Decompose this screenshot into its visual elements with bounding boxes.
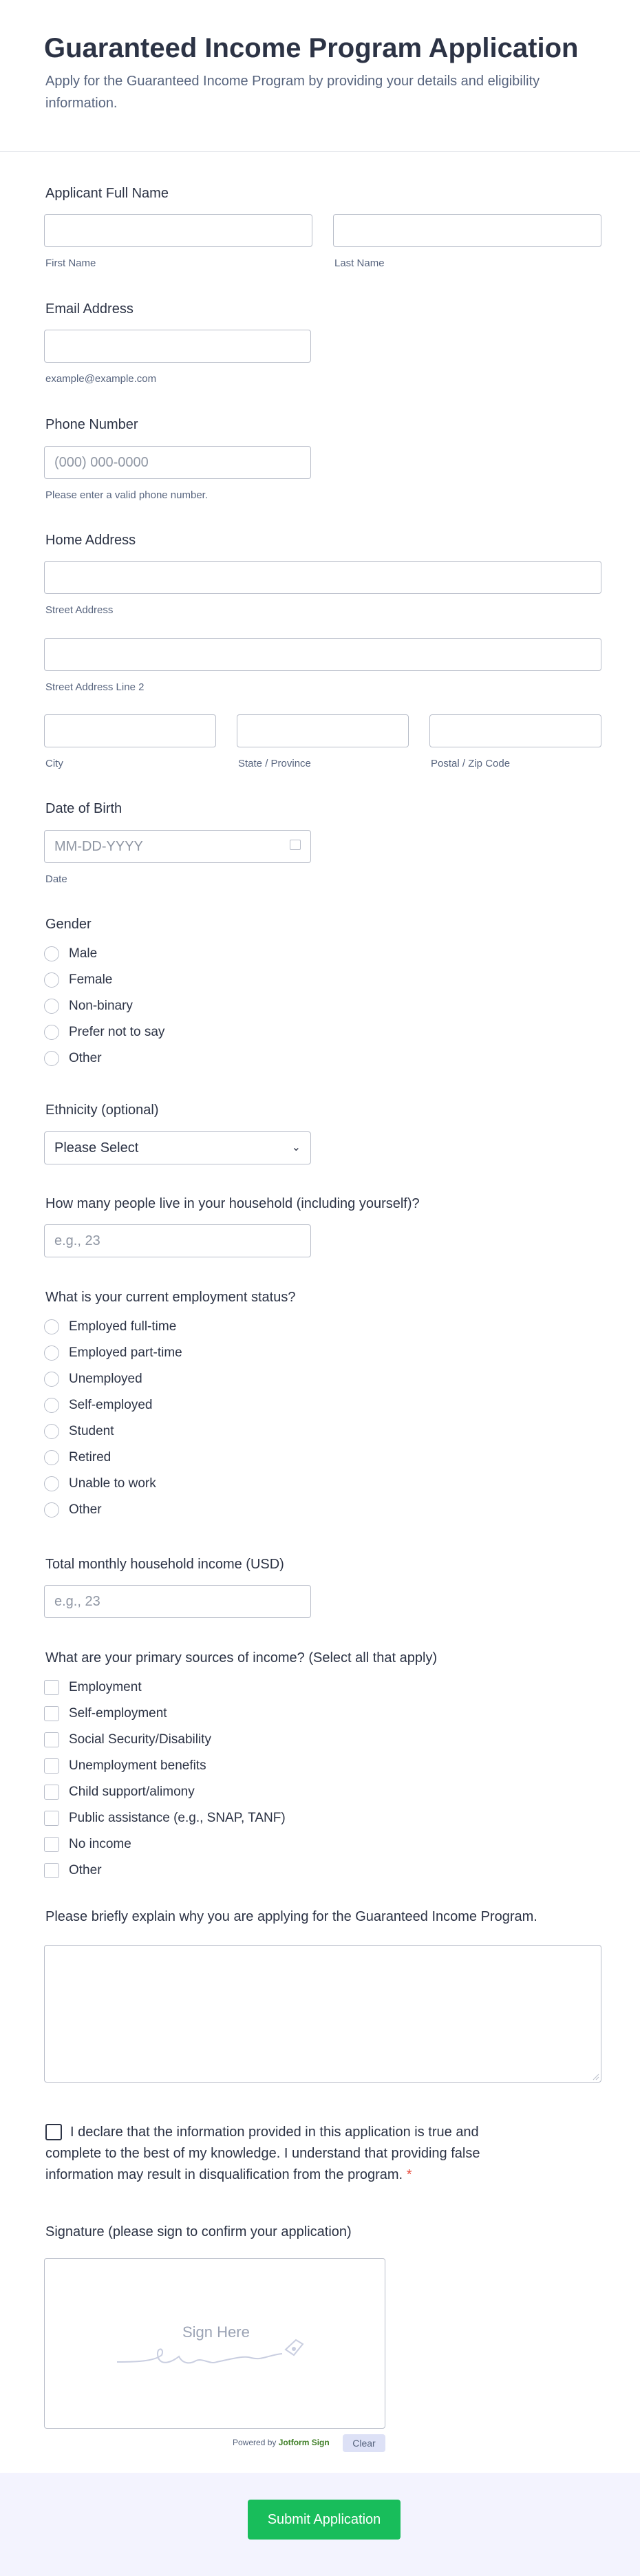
full-name-label: Applicant Full Name xyxy=(45,186,169,201)
powered-by-text: Powered by Jotform Sign xyxy=(233,2438,330,2447)
form-header xyxy=(0,0,640,152)
first-name-input[interactable] xyxy=(44,214,312,247)
source-option[interactable]: Unemployment benefits xyxy=(44,1756,206,1776)
employment-option[interactable]: Student xyxy=(44,1422,114,1441)
gender-label: Gender xyxy=(45,917,92,932)
resize-handle-icon[interactable] xyxy=(593,2074,599,2080)
street-address-2-sublabel: Street Address Line 2 xyxy=(45,681,145,693)
ethnicity-label: Ethnicity (optional) xyxy=(45,1103,159,1118)
gender-option[interactable]: Other xyxy=(44,1049,102,1068)
street-address-sublabel: Street Address xyxy=(45,604,114,616)
checkbox-icon[interactable] xyxy=(44,1706,59,1721)
radio-icon[interactable] xyxy=(44,1476,59,1491)
clear-signature-button[interactable]: Clear xyxy=(343,2434,385,2452)
source-option[interactable]: Public assistance (e.g., SNAP, TANF) xyxy=(44,1809,286,1828)
signature-squiggle-icon xyxy=(114,2334,320,2369)
email-input[interactable] xyxy=(44,330,311,363)
address-label: Home Address xyxy=(45,533,136,548)
reason-label: Please briefly explain why you are applying for the Guaranteed Income Program. xyxy=(45,1909,537,1924)
radio-icon[interactable] xyxy=(44,972,59,988)
household-input[interactable]: e.g., 23 xyxy=(44,1224,311,1257)
first-name-sublabel: First Name xyxy=(45,257,96,269)
state-sublabel: State / Province xyxy=(238,758,311,769)
employment-option[interactable]: Employed part-time xyxy=(44,1343,182,1363)
dob-sublabel: Date xyxy=(45,873,67,885)
jotform-sign-brand: Jotform Sign xyxy=(278,2438,330,2447)
radio-icon[interactable] xyxy=(44,1319,59,1334)
checkbox-icon[interactable] xyxy=(44,1758,59,1774)
checkbox-icon[interactable] xyxy=(44,1680,59,1695)
checkbox-icon[interactable] xyxy=(44,1732,59,1747)
gender-option[interactable]: Female xyxy=(44,970,112,990)
radio-icon[interactable] xyxy=(44,1051,59,1066)
radio-icon[interactable] xyxy=(44,946,59,961)
gender-option[interactable]: Non-binary xyxy=(44,997,133,1016)
zip-sublabel: Postal / Zip Code xyxy=(431,758,511,769)
household-label: How many people live in your household (including yourself)? xyxy=(45,1196,420,1211)
dob-label: Date of Birth xyxy=(45,801,122,816)
sign-here-text: Sign Here xyxy=(182,2323,250,2341)
source-option[interactable]: Social Security/Disability xyxy=(44,1730,211,1749)
source-option[interactable]: Employment xyxy=(44,1678,142,1697)
required-asterisk: * xyxy=(406,2167,412,2182)
email-sublabel: example@example.com xyxy=(45,373,157,385)
checkbox-icon[interactable] xyxy=(44,1811,59,1826)
source-option[interactable]: No income xyxy=(44,1835,131,1854)
zip-input[interactable] xyxy=(429,714,601,747)
employment-option[interactable]: Self-employed xyxy=(44,1396,152,1415)
calendar-icon[interactable] xyxy=(290,840,301,850)
dob-input[interactable] xyxy=(44,830,311,863)
phone-input[interactable]: (000) 000-0000 xyxy=(44,446,311,479)
dob-placeholder: MM-DD-YYYY xyxy=(54,839,143,854)
gender-option[interactable]: Prefer not to say xyxy=(44,1023,164,1042)
ethnicity-select[interactable] xyxy=(44,1131,311,1164)
form-title: Guaranteed Income Program Application xyxy=(44,33,579,63)
employment-option[interactable]: Unable to work xyxy=(44,1474,156,1493)
last-name-input[interactable] xyxy=(333,214,601,247)
source-option[interactable]: Self-employment xyxy=(44,1704,167,1723)
ethnicity-value: Please Select xyxy=(54,1140,139,1156)
state-input[interactable] xyxy=(237,714,409,747)
radio-icon[interactable] xyxy=(44,1450,59,1465)
checkbox-icon[interactable] xyxy=(44,1785,59,1800)
city-input[interactable] xyxy=(44,714,216,747)
employment-label: What is your current employment status? xyxy=(45,1290,296,1305)
radio-icon[interactable] xyxy=(44,1372,59,1387)
signature-pad[interactable] xyxy=(44,2258,385,2429)
income-input[interactable]: e.g., 23 xyxy=(44,1585,311,1618)
radio-icon[interactable] xyxy=(44,999,59,1014)
radio-icon[interactable] xyxy=(44,1345,59,1361)
radio-icon[interactable] xyxy=(44,1502,59,1518)
employment-option[interactable]: Employed full-time xyxy=(44,1317,176,1337)
checkbox-icon[interactable] xyxy=(44,1837,59,1852)
phone-label: Phone Number xyxy=(45,417,138,432)
chevron-down-icon: ⌄ xyxy=(291,1142,301,1153)
city-sublabel: City xyxy=(45,758,63,769)
form-subtitle: Apply for the Guaranteed Income Program by providing your details and eligibility information. xyxy=(45,74,540,111)
employment-option[interactable]: Retired xyxy=(44,1448,111,1467)
source-option[interactable]: Child support/alimony xyxy=(44,1782,195,1802)
signature-label: Signature (please sign to confirm your application) xyxy=(45,2224,352,2239)
radio-icon[interactable] xyxy=(44,1424,59,1439)
checkbox-icon[interactable] xyxy=(44,1863,59,1878)
reason-textarea[interactable] xyxy=(44,1945,601,2083)
sources-label: What are your primary sources of income? (Select all that apply) xyxy=(45,1650,438,1665)
gender-option[interactable]: Male xyxy=(44,944,97,964)
street-address-2-input[interactable] xyxy=(44,638,601,671)
email-label: Email Address xyxy=(45,301,134,317)
employment-option[interactable]: Other xyxy=(44,1500,102,1520)
street-address-input[interactable] xyxy=(44,561,601,594)
phone-sublabel: Please enter a valid phone number. xyxy=(45,489,208,501)
income-label: Total monthly household income (USD) xyxy=(45,1557,284,1572)
declaration-text: I declare that the information provided in this application is true and complete to the best of my knowledge. I understand that providing false information may result in disqualification from the program. * xyxy=(45,2125,480,2182)
radio-icon[interactable] xyxy=(44,1398,59,1413)
submit-button[interactable]: Submit Application xyxy=(248,2500,401,2540)
last-name-sublabel: Last Name xyxy=(334,257,385,269)
employment-option[interactable]: Unemployed xyxy=(44,1370,142,1389)
radio-icon[interactable] xyxy=(44,1025,59,1040)
source-option[interactable]: Other xyxy=(44,1861,102,1880)
